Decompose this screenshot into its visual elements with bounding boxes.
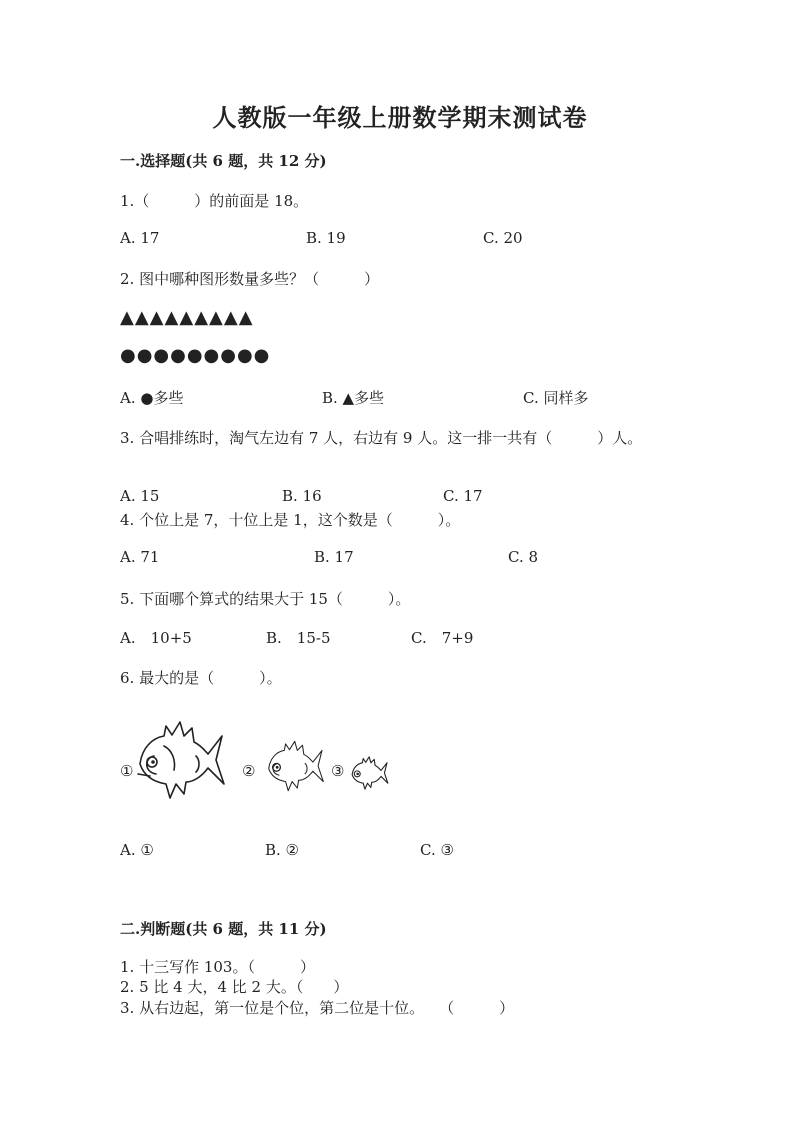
- q1-option-a: A. 17: [120, 229, 160, 247]
- q6-option-c: C. ③: [420, 841, 454, 859]
- fish-label-3: ③: [331, 762, 345, 780]
- q5-option-b: B. 15-5: [266, 629, 331, 647]
- question-1: 1.（ ）的前面是 18。: [120, 192, 309, 210]
- fish-label-1: ①: [120, 762, 134, 780]
- q3-option-b: B. 16: [282, 487, 322, 505]
- q3-option-c: C. 17: [443, 487, 483, 505]
- q1-option-b: B. 19: [306, 229, 346, 247]
- page-title: 人教版一年级上册数学期末测试卷: [212, 103, 588, 132]
- circle-row: ●●●●●●●●●: [120, 345, 271, 366]
- fish-label-2: ②: [242, 762, 256, 780]
- small-fish-image: [350, 756, 390, 790]
- q2-option-c: C. 同样多: [523, 389, 589, 407]
- judge-question-3: 3. 从右边起，第一位是个位，第二位是十位。 （ ）: [120, 999, 515, 1017]
- section-heading-judgement: 二.判断题(共 6 题，共 11 分): [120, 920, 327, 938]
- question-2: 2. 图中哪种图形数量多些？（ ）: [120, 270, 380, 288]
- q1-option-c: C. 20: [483, 229, 523, 247]
- q4-option-b: B. 17: [314, 548, 354, 566]
- q6-option-b: B. ②: [265, 841, 300, 859]
- q5-option-c: C. 7+9: [411, 629, 474, 647]
- q6-option-a: A. ①: [120, 841, 154, 859]
- judge-question-2: 2. 5 比 4 大，4 比 2 大。（ ）: [120, 978, 349, 996]
- large-fish-image: [136, 720, 228, 800]
- question-5: 5. 下面哪个算式的结果大于 15（ ）。: [120, 590, 411, 608]
- judge-question-1: 1. 十三写作 103。（ ）: [120, 958, 315, 976]
- question-6: 6. 最大的是（ ）。: [120, 669, 282, 687]
- q4-option-c: C. 8: [508, 548, 539, 566]
- q2-option-a: A. ●多些: [120, 389, 184, 407]
- q2-option-b: B. ▲多些: [322, 389, 385, 407]
- question-4: 4. 个位上是 7，十位上是 1，这个数是（ ）。: [120, 511, 461, 529]
- triangle-row: ▲▲▲▲▲▲▲▲▲: [120, 307, 254, 328]
- q3-option-a: A. 15: [120, 487, 160, 505]
- q4-option-a: A. 71: [120, 548, 160, 566]
- section-heading-choice: 一.选择题(共 6 题，共 12 分): [120, 152, 327, 170]
- medium-fish-image: [264, 740, 328, 792]
- question-3: 3. 合唱排练时，淘气左边有 7 人，右边有 9 人。这一排一共有（ ）人。: [120, 429, 643, 447]
- q5-option-a: A. 10+5: [120, 629, 192, 647]
